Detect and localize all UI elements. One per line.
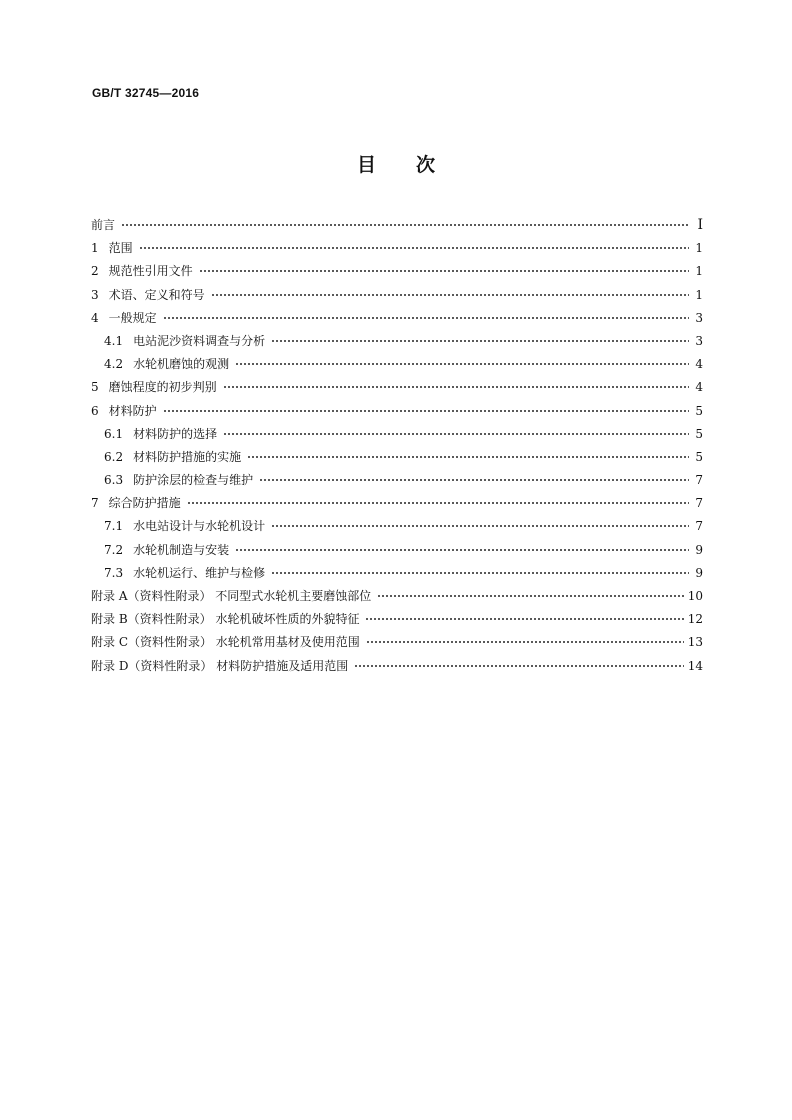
toc-entry-page: 12 [687,612,703,627]
toc-entry-page: 3 [695,333,703,348]
toc-entry[interactable] [91,330,703,353]
toc-entry-label: 前言 [91,218,116,232]
toc-entry[interactable] [91,631,703,654]
toc-entry[interactable] [91,284,703,307]
toc-entry-label: 水电站设计与水轮机设计 [133,519,266,534]
toc-entry[interactable] [91,585,703,608]
toc-dot-leader [223,386,689,388]
toc-entry[interactable] [91,469,703,492]
toc-entry-page: 5 [695,426,703,441]
toc-entry-label: 水轮机运行、维护与检修 [133,565,266,580]
toc-entry-page: 1 [695,241,703,256]
toc-entry-number: 6.2 [104,449,124,464]
toc-dot-leader [377,595,683,597]
toc-dot-leader [354,665,683,667]
toc-entry-number: 6 [91,403,99,418]
toc-entry-page: 13 [687,635,703,650]
toc-entry-page: 7 [695,496,703,511]
toc-entry-page: 14 [687,658,703,673]
toc-entry-page: 5 [695,403,703,418]
toc-entry[interactable] [91,307,703,330]
toc-entry-number: 3 [91,287,99,302]
toc-entry-page: 7 [695,473,703,488]
toc-entry[interactable] [91,446,703,469]
toc-entry-page: 10 [687,589,703,603]
toc-entry-label: 水轮机制造与安装 [133,542,230,557]
toc-entry-number: 4.1 [104,333,124,348]
toc-entry-page: 1 [695,287,703,302]
toc-entry-label: 防护涂层的检查与维护 [133,473,254,488]
toc-dot-leader [271,572,689,574]
toc-entry-number: 1 [91,241,99,256]
toc-dot-leader [121,224,689,226]
toc-title [0,150,792,177]
toc-dot-leader [365,618,683,620]
toc-title-left: 目 [356,154,376,176]
toc-entry-number: 2 [91,264,99,279]
toc-entry-number: 7 [91,496,99,511]
toc-entry-number: 4 [91,310,99,325]
toc-entry-page: I [697,217,703,233]
toc-entry-label: 附录 C（资料性附录） 水轮机常用基材及使用范围 [91,635,360,650]
toc-dot-leader [163,410,689,412]
toc-dot-leader [139,247,689,249]
toc-dot-leader [259,479,689,481]
toc-entry-page: 1 [695,264,703,279]
toc-entry-label: 术语、定义和符号 [108,287,205,302]
toc-entry-page: 3 [695,310,703,325]
toc-entry-label: 附录 A（资料性附录） 不同型式水轮机主要磨蚀部位 [91,589,372,603]
toc-dot-leader [247,456,689,458]
toc-entry[interactable] [91,655,703,678]
toc-entry-label: 材料防护 [108,403,157,418]
toc-entry-page: 9 [695,565,703,580]
toc-title-right: 次 [416,154,436,176]
toc-entry[interactable] [91,400,703,423]
toc-entry[interactable] [91,353,703,376]
toc-dot-leader [271,340,689,342]
toc-entry[interactable] [91,260,703,283]
toc-entry-number: 6.3 [104,473,124,488]
toc-entry[interactable] [91,237,703,260]
toc-entry[interactable] [91,423,703,446]
toc-entry-label: 附录 D（资料性附录） 材料防护措施及适用范围 [91,658,349,673]
toc-dot-leader [223,433,689,435]
toc-entry-label: 材料防护措施的实施 [133,449,242,464]
toc-entry-page: 9 [695,542,703,557]
toc-entry-label: 电站泥沙资料调查与分析 [133,333,266,348]
toc-entry-page: 5 [695,449,703,464]
toc-entry-page: 4 [695,380,703,395]
toc-dot-leader [163,317,689,319]
toc-entry-label: 范围 [108,241,133,256]
toc-entry[interactable] [91,539,703,562]
toc-entry-number: 7.2 [104,542,124,557]
toc-entry-number: 4.2 [104,357,124,372]
toc-entry[interactable] [91,376,703,399]
toc-entry-number: 7.1 [104,519,124,534]
toc-dot-leader [187,502,689,504]
toc-entry-label: 附录 B（资料性附录） 水轮机破坏性质的外貌特征 [91,612,360,627]
toc-entry-label: 一般规定 [108,310,157,325]
toc-dot-leader [235,363,689,365]
toc-dot-leader [366,641,684,643]
toc-entry[interactable] [91,608,703,631]
toc-entry-number: 5 [91,380,99,395]
toc-entry-label: 规范性引用文件 [108,264,193,279]
standard-code: GB/T 32745—2016 [92,86,200,100]
toc-dot-leader [199,270,689,272]
toc-entry[interactable] [91,562,703,585]
toc-entry-label: 综合防护措施 [108,496,181,511]
toc-dot-leader [271,525,689,527]
toc-entry-label: 材料防护的选择 [133,426,218,441]
toc-entry-page: 7 [695,519,703,534]
table-of-contents [91,214,703,678]
toc-dot-leader [235,549,689,551]
toc-entry[interactable] [91,515,703,538]
toc-entry-number: 7.3 [104,565,124,580]
toc-entry[interactable] [91,492,703,515]
toc-entry-label: 水轮机磨蚀的观测 [133,357,230,372]
toc-entry[interactable] [91,214,703,237]
toc-dot-leader [211,294,689,296]
toc-entry-page: 4 [695,357,703,372]
toc-entry-number: 6.1 [104,426,124,441]
toc-entry-label: 磨蚀程度的初步判别 [108,380,217,395]
